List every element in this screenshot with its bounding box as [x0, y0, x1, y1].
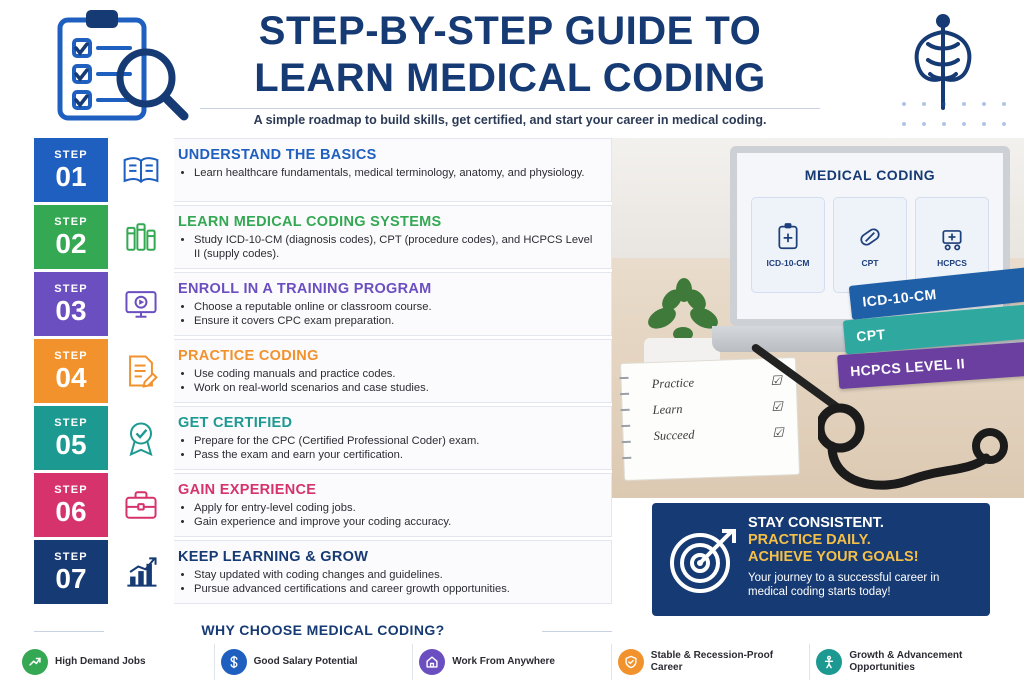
step-row[interactable] — [34, 473, 612, 537]
step-title: LEARN MEDICAL CODING SYSTEMS — [178, 214, 442, 230]
step-row[interactable] — [34, 406, 612, 470]
step-label: STEP — [54, 282, 88, 295]
screen-card-caption: ICD-10-CM — [766, 258, 810, 268]
benefit-label: High Demand Jobs — [55, 656, 146, 667]
screen-card-caption: HCPCS — [937, 258, 967, 268]
cta-subtext: Your journey to a successful career in medical coding starts today! — [748, 572, 940, 598]
step-title: KEEP LEARNING & GROW — [178, 549, 369, 565]
book-hcpcs: HCPCS LEVEL II — [837, 341, 1024, 389]
step-bullets — [178, 300, 601, 328]
screen-title: MEDICAL CODING — [804, 167, 936, 183]
step-bullets — [178, 434, 601, 462]
step-badge-03 — [34, 272, 108, 336]
step-bullet: • Work on real-world scenarios and case studies. — [194, 381, 601, 395]
notebook-rings — [617, 370, 633, 476]
monitor-play-icon — [108, 272, 174, 336]
cta-line-2: PRACTICE DAILY. — [748, 532, 871, 548]
benefit-label: Good Salary Potential — [253, 656, 358, 667]
benefit-item-remote — [413, 644, 612, 680]
book-stack — [830, 276, 1024, 406]
step-row[interactable] — [34, 138, 612, 202]
step-label: STEP — [54, 148, 88, 161]
cta-box — [652, 503, 990, 616]
step-bullet: • Gain experience and improve your coding accuracy. — [194, 515, 601, 529]
benefit-label: Stable & Recession-Proof Career — [650, 650, 774, 673]
step-number: 01 — [55, 160, 87, 192]
step-badge-06 — [34, 473, 108, 537]
step-bullets — [178, 367, 601, 395]
step-content — [174, 473, 612, 537]
step-bullet: • Pursue advanced certifications and career growth opportunities. — [194, 582, 601, 596]
title-line-1: STEP-BY-STEP GUIDE TO — [258, 9, 762, 53]
books-stack-icon — [108, 205, 174, 269]
award-badge-icon — [108, 406, 174, 470]
step-label: STEP — [54, 483, 88, 496]
page-title — [200, 8, 820, 102]
step-title: ENROLL IN A TRAINING PROGRAM — [178, 281, 432, 297]
notebook-line-text: Succeed — [653, 427, 695, 443]
step-number: 02 — [55, 227, 87, 259]
title-divider — [200, 108, 820, 109]
step-bullet: • Use coding manuals and practice codes. — [194, 367, 601, 381]
step-bullet: • Choose a reputable online or classroom course. — [194, 300, 601, 314]
step-title: GAIN EXPERIENCE — [178, 482, 317, 498]
step-content — [174, 272, 612, 336]
benefit-item-high-demand — [16, 644, 215, 680]
step-content — [174, 540, 612, 604]
notebook-lines — [651, 372, 784, 454]
step-bullet: • Stay updated with coding changes and guidelines. — [194, 568, 601, 582]
briefcase-icon — [108, 473, 174, 537]
screen-card-caption: CPT — [861, 258, 879, 268]
trending-up-icon — [22, 649, 48, 675]
step-content — [174, 205, 612, 269]
step-title: UNDERSTAND THE BASICS — [178, 147, 377, 163]
step-bullet: • Learn healthcare fundamentals, medical terminology, anatomy, and physiology. — [194, 166, 601, 180]
checkbox-icon: ☑ — [770, 373, 782, 388]
cta-line-1: STAY CONSISTENT. — [748, 515, 884, 531]
checkbox-icon: ☑ — [772, 425, 784, 440]
step-badge-01 — [34, 138, 108, 202]
notebook — [620, 357, 800, 481]
step-label: STEP — [54, 215, 88, 228]
notebook-line-text: Learn — [652, 401, 683, 417]
step-bullet: • Ensure it covers CPC exam preparation. — [194, 314, 601, 328]
step-content — [174, 406, 612, 470]
step-bullet: • Study ICD-10-CM (diagnosis codes), CPT (procedure codes), and HCPCS Level II (supply codes). — [194, 233, 601, 261]
header — [0, 0, 1024, 130]
home-icon — [419, 649, 445, 675]
notebook-line — [653, 424, 783, 445]
why-choose-title: WHY CHOOSE MEDICAL CODING? — [34, 622, 612, 638]
benefit-label: Work From Anywhere — [452, 656, 555, 667]
benefit-item-growth — [810, 644, 1008, 680]
desk-photo — [612, 138, 1024, 498]
step-number: 03 — [55, 294, 87, 326]
step-badge-02 — [34, 205, 108, 269]
step-bullet: • Prepare for the CPC (Certified Professional Coder) exam. — [194, 434, 601, 448]
clipboard-checklist-magnifier-icon — [34, 6, 194, 124]
step-number: 05 — [55, 428, 87, 460]
notebook-line-text: Practice — [651, 375, 695, 392]
steps-list — [34, 138, 612, 607]
step-row[interactable] — [34, 339, 612, 403]
notebook-line — [651, 372, 781, 393]
step-title: GET CERTIFIED — [178, 415, 293, 431]
subtitle: A simple roadmap to build skills, get certified, and start your career in medical coding. — [253, 113, 767, 127]
step-content — [174, 339, 612, 403]
step-bullets — [178, 568, 601, 596]
benefit-label: Growth & Advancement Opportunities — [849, 650, 963, 673]
step-row[interactable] — [34, 272, 612, 336]
target-dart-icon — [666, 523, 740, 597]
shield-icon — [618, 649, 644, 675]
notebook-line — [652, 398, 782, 419]
cta-line-3: ACHIEVE YOUR GOALS! — [748, 549, 919, 565]
step-badge-05 — [34, 406, 108, 470]
step-bullet: • Apply for entry-level coding jobs. — [194, 501, 601, 515]
bar-chart-growth-icon — [108, 540, 174, 604]
step-label: STEP — [54, 550, 88, 563]
step-number: 06 — [55, 495, 87, 527]
book-icd: ICD-10-CM — [849, 266, 1024, 320]
step-bullet: • Pass the exam and earn your certification. — [194, 448, 601, 462]
title-line-2: LEARN MEDICAL CODING — [254, 56, 766, 100]
step-bullets — [178, 233, 601, 261]
step-row[interactable] — [34, 540, 612, 604]
stethoscope-icon — [818, 388, 1008, 498]
step-label: STEP — [54, 416, 88, 429]
open-book-icon — [108, 138, 174, 202]
book-cpt: CPT — [843, 304, 1024, 355]
benefit-item-stable — [612, 644, 811, 680]
step-label: STEP — [54, 349, 88, 362]
step-badge-07 — [34, 540, 108, 604]
checkbox-icon: ☑ — [771, 399, 783, 414]
step-number: 04 — [55, 361, 87, 393]
step-bullets — [178, 166, 601, 180]
benefits-row — [16, 644, 1008, 680]
document-pencil-icon — [108, 339, 174, 403]
step-row[interactable] — [34, 205, 612, 269]
step-content — [174, 138, 612, 202]
step-badge-04 — [34, 339, 108, 403]
step-title: PRACTICE CODING — [178, 348, 319, 364]
benefit-item-salary — [215, 644, 414, 680]
step-bullets — [178, 501, 601, 529]
person-growth-icon — [816, 649, 842, 675]
dollar-icon — [221, 649, 247, 675]
step-number: 07 — [55, 562, 87, 594]
screen-card-icd — [751, 197, 825, 293]
